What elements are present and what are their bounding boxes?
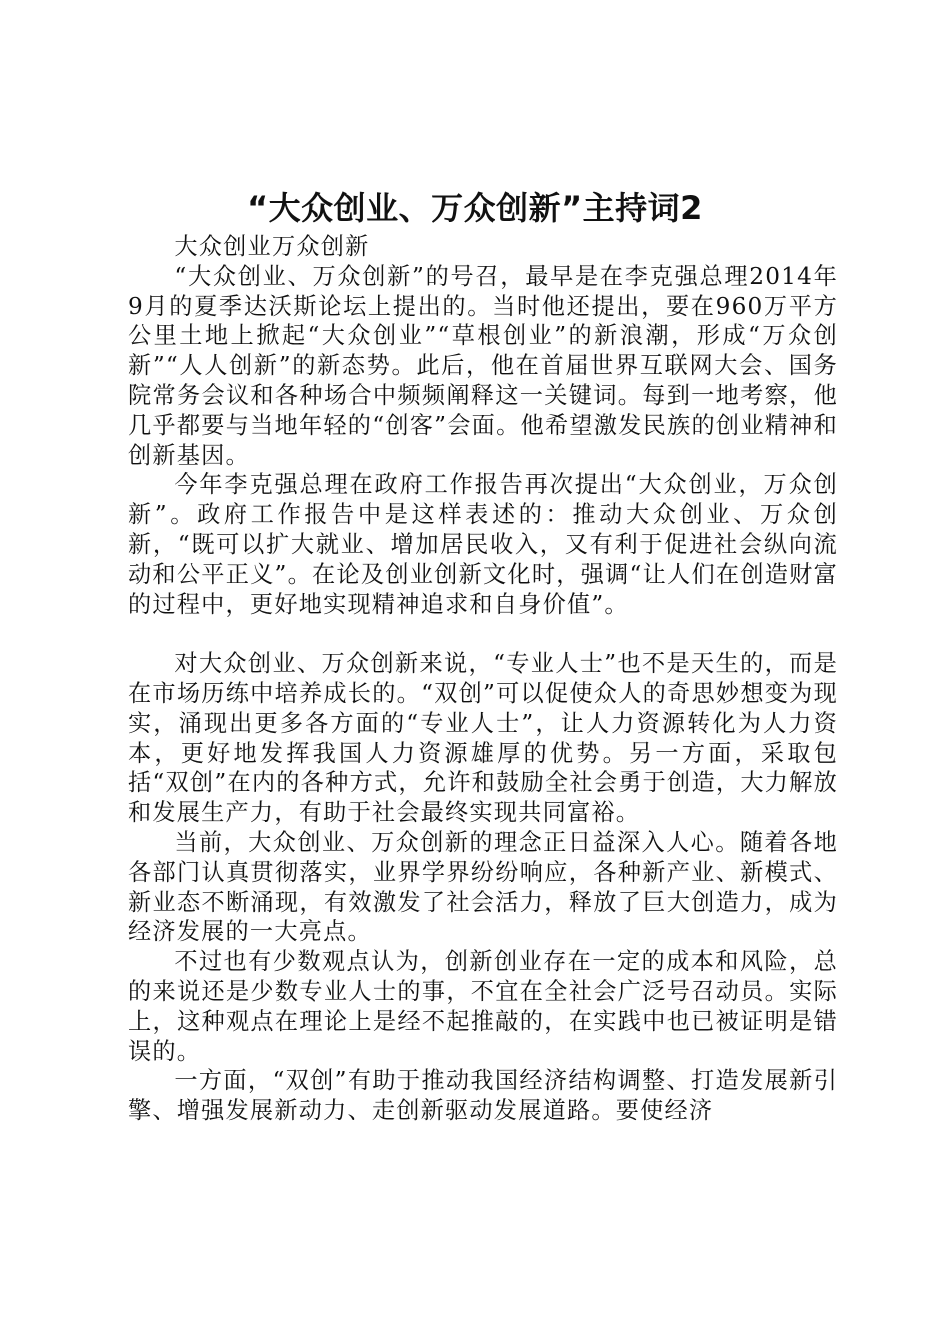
paragraph: 对大众创业、万众创新来说，“专业人士”也不是天生的，而是在市场历练中培养成长的。“双创”可以促使众人的奇思妙想变为现实，涌现出更多各方面的“专业人士”，让人力资源转化为人力资本，更好地发挥我国人力资源雄厚的优势。另一方面，采取包括“双创”在内的各种方式，允许和鼓励全社会勇于创造，大力解放和发展生产力，有助于社会最终实现共同富裕。 <box>128 650 838 827</box>
paragraph: 今年李克强总理在政府工作报告再次提出“大众创业，万众创新”。政府工作报告中是这样表述的：推动大众创业、万众创新，“既可以扩大就业、增加居民收入，又有利于促进社会纵向流动和公平正义”。在论及创业创新文化时，强调“让人们在创造财富的过程中，更好地实现精神追求和自身价值”。 <box>128 471 838 618</box>
paragraph: 一方面，“双创”有助于推动我国经济结构调整、打造发展新引擎、增强发展新动力、走创新驱动发展道路。要使经济 <box>128 1067 838 1125</box>
paragraph: 当前，大众创业、万众创新的理念正日益深入人心。随着各地各部门认真贯彻落实，业界学界纷纷响应，各种新产业、新模式、新业态不断涌现，有效激发了社会活力，释放了巨大创造力，成为经济发展的一大亮点。 <box>128 828 838 946</box>
document-subtitle: 大众创业万众创新 <box>174 233 370 260</box>
document-body <box>128 232 838 1126</box>
paragraph-gap <box>128 619 838 649</box>
document-title: “大众创业、万众创新”主持词2 <box>247 189 703 227</box>
paragraph: 不过也有少数观点认为，创新创业存在一定的成本和风险，总的来说还是少数专业人士的事，不宜在全社会广泛号召动员。实际上，这种观点在理论上是经不起推敲的，在实践中也已被证明是错误的。 <box>128 948 838 1065</box>
paragraph: “大众创业、万众创新”的号召，最早是在李克强总理2014年9月的夏季达沃斯论坛上提出的。当时他还提出，要在960万平方公里土地上掀起“大众创业”“草根创业”的新浪潮，形成“万众创新”“人人创新”的新态势。此后，他在首届世界互联网大会、国务院常务会议和各种场合中频频阐释这一关键词。每到一地考察，他几乎都要与当地年轻的“创客”会面。他希望激发民族的创业精神和创新基因。 <box>128 262 838 469</box>
